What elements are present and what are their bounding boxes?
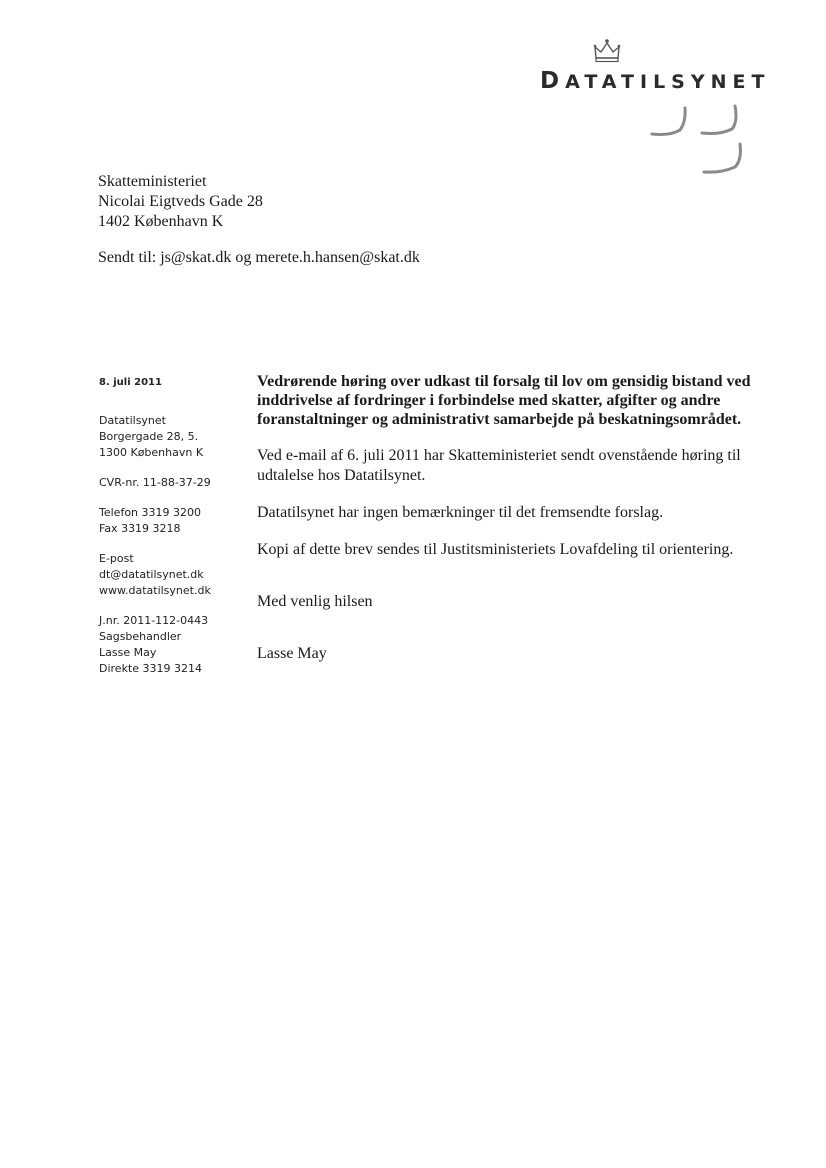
body-paragraph-3: Kopi af dette brev sendes til Justitsministeriets Lovafdeling til orientering. xyxy=(257,541,734,558)
letter-body xyxy=(257,372,757,681)
direct-phone: Direkte 3319 3214 xyxy=(99,662,203,675)
website: www.datatilsynet.dk xyxy=(99,584,211,597)
sent-to-line: Sendt til: js@skat.dk og merete.h.hansen@skat.dk xyxy=(98,249,420,266)
recipient-street: Nicolai Eigtveds Gade 28 xyxy=(98,193,263,210)
body-paragraph-1: Ved e-mail af 6. juli 2011 har Skatteministeriet sendt ovenstående høring til udtalelse hos Datatilsynet. xyxy=(257,447,741,484)
email-address: dt@datatilsynet.dk xyxy=(99,568,204,581)
email-label: E-post xyxy=(99,552,134,565)
journal-number: J.nr. 2011-112-0443 xyxy=(99,614,209,627)
crown-icon xyxy=(593,38,621,64)
phone-number: Telefon 3319 3200 xyxy=(99,506,201,519)
fax-number: Fax 3319 3218 xyxy=(99,522,181,535)
signature-name: Lasse May xyxy=(257,645,327,662)
sender-org: Datatilsynet xyxy=(99,414,166,427)
body-paragraph-2: Datatilsynet har ingen bemærkninger til det fremsendte forslag. xyxy=(257,504,664,521)
case-handler-label: Sagsbehandler xyxy=(99,630,182,643)
sender-address-street: Borgergade 28, 5. xyxy=(99,430,199,443)
organization-logo xyxy=(540,68,770,94)
closing-salutation: Med venlig hilsen xyxy=(257,593,373,610)
subject-heading: Vedrørende høring over udkast til forsalg til lov om gensidig bistand ved inddrivelse af fordringer i forbindelse med skatter, afgifter og andre foranstaltninger og administrativt samarbejde på beskatningsområdet. xyxy=(257,373,751,428)
logo-rest: ATATILSYNET xyxy=(565,71,771,93)
logo-initial: D xyxy=(540,68,566,94)
case-handler-name: Lasse May xyxy=(99,646,157,659)
sender-info-column xyxy=(99,375,249,691)
recipient-name: Skatteministeriet xyxy=(98,173,207,190)
cvr-number: CVR-nr. 11-88-37-29 xyxy=(99,476,211,489)
sender-address-city: 1300 København K xyxy=(99,446,204,459)
handwritten-mark xyxy=(640,100,760,185)
letter-date: 8. juli 2011 xyxy=(99,377,162,388)
recipient-city: 1402 København K xyxy=(98,213,224,230)
recipient-address xyxy=(98,172,263,232)
